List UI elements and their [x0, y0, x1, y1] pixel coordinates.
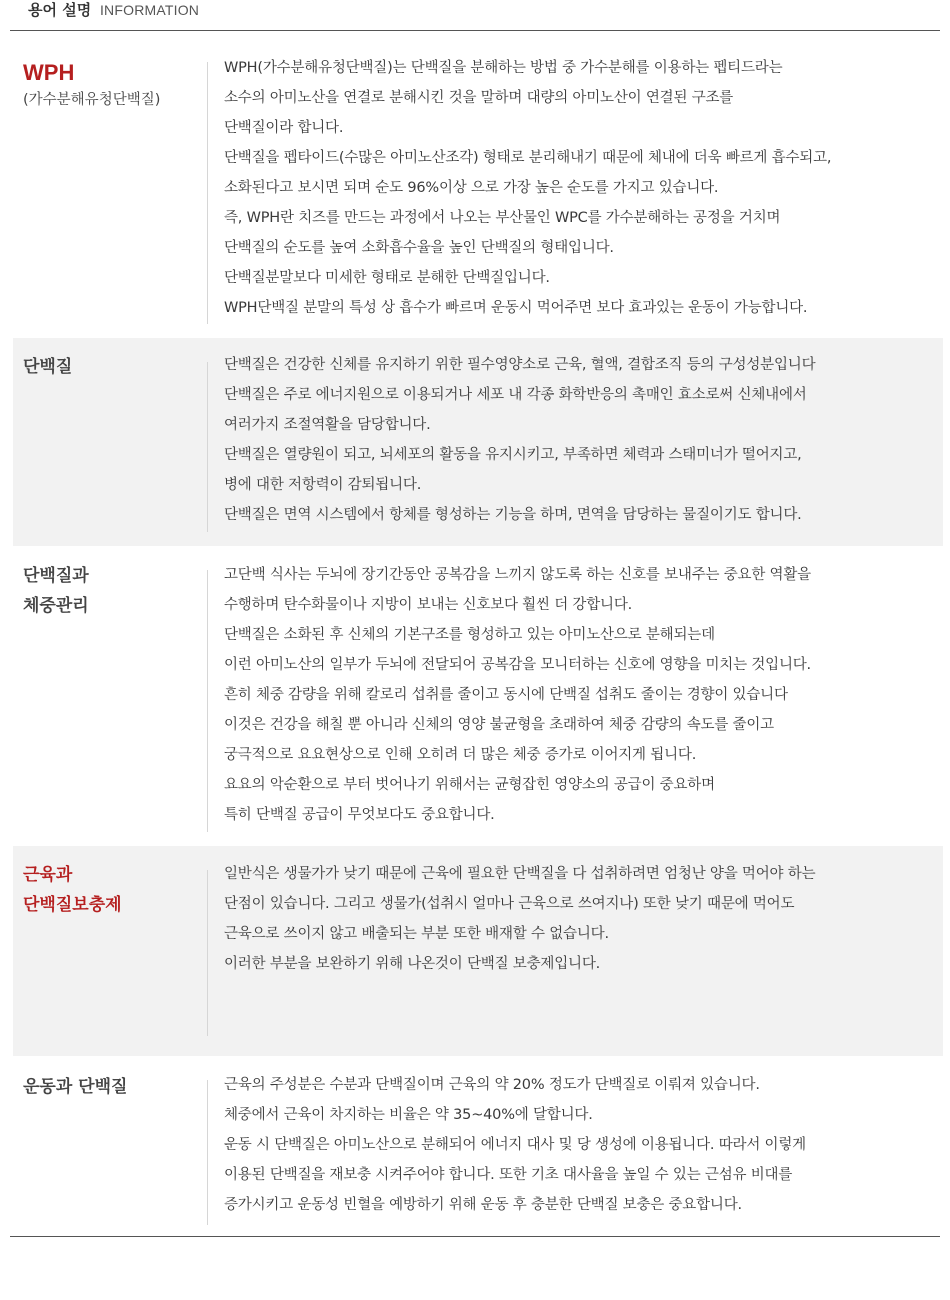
row-divider — [207, 362, 208, 532]
description-line: 수행하며 탄수화물이나 지방이 보내는 신호보다 훨씬 더 강합니다. — [224, 597, 633, 613]
header-title-ko: 용어 설명 — [28, 1, 92, 19]
term-row-supplement — [13, 846, 943, 1056]
description-line: 소화된다고 보시면 되며 순도 96%이상 으로 가장 높은 순도를 가지고 있습니다. — [224, 180, 719, 196]
term-row-weight — [13, 546, 943, 846]
description-line: 근육의 주성분은 수분과 단백질이며 근육의 약 20% 정도가 단백질로 이뤄져 있습니다. — [224, 1077, 760, 1093]
term-title — [23, 58, 203, 112]
description-line: 즉, WPH란 치즈를 만드는 과정에서 나오는 부산물인 WPC를 가수분해하는 공정을 거치며 — [224, 210, 781, 226]
term-title — [23, 1072, 203, 1102]
description-line: 단백질을 펩타이드(수많은 아미노산조각) 형태로 분리해내기 때문에 체내에 더욱 빠르게 흡수되고, — [224, 150, 832, 166]
term-name: 운동과 단백질 — [23, 1077, 128, 1097]
section-header — [28, 0, 199, 22]
term-row-protein — [13, 338, 943, 546]
term-description — [224, 350, 934, 530]
description-line: 이러한 부분을 보완하기 위해 나온것이 단백질 보충제입니다. — [224, 956, 601, 972]
term-description — [224, 1070, 934, 1220]
term-title — [23, 561, 203, 621]
row-divider — [207, 1080, 208, 1225]
term-row-exercise — [13, 1056, 943, 1236]
description-line: 단백질분말보다 미세한 형태로 분해한 단백질입니다. — [224, 270, 550, 286]
description-line: 특히 단백질 공급이 무엇보다도 중요합니다. — [224, 807, 495, 823]
term-row-wph — [13, 38, 943, 338]
description-line: 일반식은 생물가가 낮기 때문에 근육에 필요한 단백질을 다 섭취하려면 엄청난 양을 먹어야 하는 — [224, 866, 816, 882]
term-name-line: 체중관리 — [23, 596, 89, 616]
description-line: 단백질은 열량원이 되고, 뇌세포의 활동을 유지시키고, 부족하면 체력과 스태미너가 떨어지고, — [224, 447, 802, 463]
description-line: 체중에서 근육이 차지하는 비율은 약 35~40%에 달합니다. — [224, 1107, 593, 1123]
description-line: 단백질의 순도를 높여 소화흡수율을 높인 단백질의 형태입니다. — [224, 240, 614, 256]
description-line: WPH단백질 분말의 특성 상 흡수가 빠르며 운동시 먹어주면 보다 효과있는 운동이 가능합니다. — [224, 300, 808, 316]
term-subtitle: (가수분해유청단백질) — [23, 92, 161, 108]
term-name: WPH — [23, 60, 75, 85]
term-description — [224, 560, 934, 830]
top-divider — [10, 30, 940, 31]
row-divider — [207, 570, 208, 832]
description-line: 단백질이라 합니다. — [224, 120, 344, 136]
description-line: 증가시키고 운동성 빈혈을 예방하기 위해 운동 후 충분한 단백질 보충은 중요합니다. — [224, 1197, 742, 1213]
term-title — [23, 352, 203, 382]
description-line: 이것은 건강을 해칠 뿐 아니라 신체의 영양 불균형을 초래하여 체중 감량의 속도를 줄이고 — [224, 717, 774, 733]
description-line: 이런 아미노산의 일부가 두뇌에 전달되어 공복감을 모니터하는 신호에 영향을 미치는 것입니다. — [224, 657, 811, 673]
term-description — [224, 859, 934, 979]
row-divider — [207, 62, 208, 324]
header-title-en: INFORMATION — [99, 2, 200, 18]
term-name-line: 단백질보충제 — [23, 895, 122, 915]
description-line: 단백질은 소화된 후 신체의 기본구조를 형성하고 있는 아미노산으로 분해되는데 — [224, 627, 715, 643]
description-line: 궁극적으로 요요현상으로 인해 오히려 더 많은 체중 증가로 이어지게 됩니다. — [224, 747, 697, 763]
description-line: 운동 시 단백질은 아미노산으로 분해되어 에너지 대사 및 당 생성에 이용됩니다. 따라서 이렇게 — [224, 1137, 806, 1153]
description-line: 단점이 있습니다. 그리고 생물가(섭취시 얼마나 근육으로 쓰여지나) 또한 낮기 때문에 먹어도 — [224, 896, 795, 912]
description-line: 여러가지 조절역활을 담당합니다. — [224, 417, 431, 433]
description-line: 근육으로 쓰이지 않고 배출되는 부분 또한 배재할 수 없습니다. — [224, 926, 609, 942]
description-line: 단백질은 면역 시스템에서 항체를 형성하는 기능을 하며, 면역을 담당하는 물질이기도 합니다. — [224, 507, 802, 523]
term-title — [23, 860, 203, 920]
description-line: 흔히 체중 감량을 위해 칼로리 섭취를 줄이고 동시에 단백질 섭취도 줄이는 경향이 있습니다 — [224, 687, 788, 703]
description-line: 요요의 악순환으로 부터 벗어나기 위해서는 균형잡힌 영양소의 공급이 중요하며 — [224, 777, 715, 793]
description-line: 병에 대한 저항력이 감퇴됩니다. — [224, 477, 422, 493]
description-line: 이용된 단백질을 재보충 시켜주어야 합니다. 또한 기초 대사율을 높일 수 있는 근섬유 비대를 — [224, 1167, 793, 1183]
term-name-line: 단백질과 — [23, 566, 89, 586]
description-line: 고단백 식사는 두뇌에 장기간동안 공복감을 느끼지 않도록 하는 신호를 보내주는 중요한 역활을 — [224, 567, 811, 583]
description-line: 단백질은 주로 에너지원으로 이용되거나 세포 내 각종 화학반응의 촉매인 효소로써 신체내에서 — [224, 387, 807, 403]
term-name-line: 근육과 — [23, 865, 73, 885]
term-description — [224, 53, 934, 323]
description-line: WPH(가수분해유청단백질)는 단백질을 분해하는 방법 중 가수분해를 이용하는 펩티드라는 — [224, 60, 783, 76]
bottom-divider — [10, 1236, 940, 1237]
description-line: 단백질은 건강한 신체를 유지하기 위한 필수영양소로 근육, 혈액, 결합조직 등의 구성성분입니다 — [224, 357, 816, 373]
row-divider — [207, 870, 208, 1036]
description-line: 소수의 아미노산을 연결로 분해시킨 것을 말하며 대량의 아미노산이 연결된 구조를 — [224, 90, 734, 106]
term-name: 단백질 — [23, 357, 73, 377]
